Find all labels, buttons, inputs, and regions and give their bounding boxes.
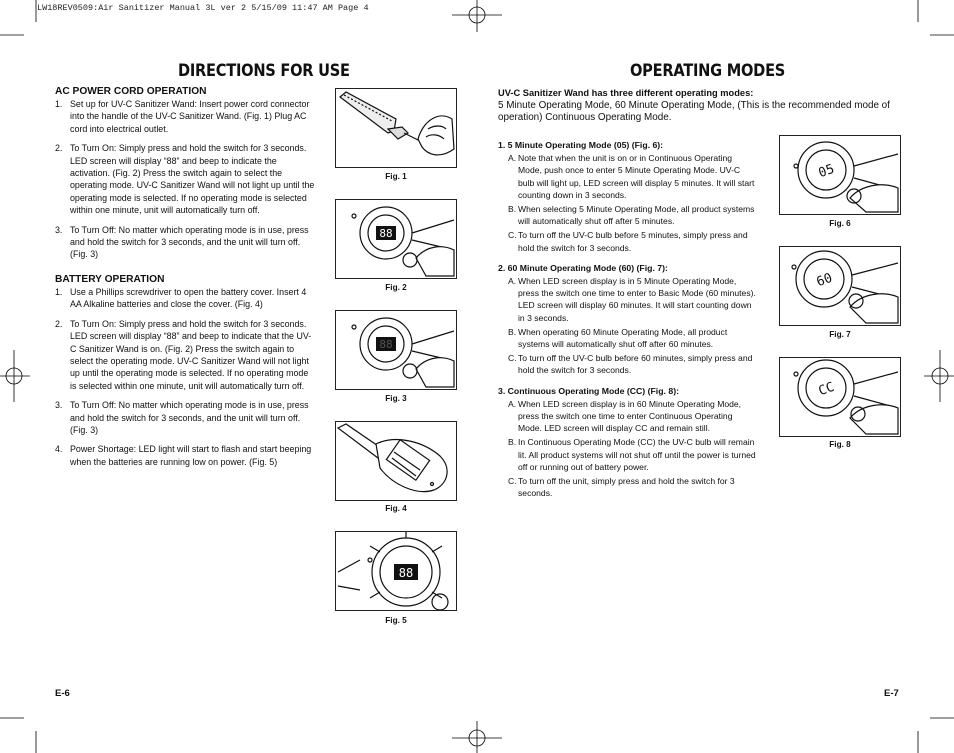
list-item: 2. To Turn On: Simply press and hold the switch for 3 seconds. LED screen will display “88” and beep to indicate the activation. (Fig. 2) Press the switch again to select the operating mode. UV-C Sanitizer Wand will not light up until the operating mode is selected. If no operating mode is selected within one minute, unit will automatically turn off. — [55, 143, 315, 216]
list-item: 2. To Turn On: Simply press and hold the switch for 3 seconds. LED screen will display “88” and beep to indicate that the UV-C Sanitizer Wand is on. (Fig. 2) Press the switch again to select the operating mode. UV-C Sanitizer Wand will not light up until the operating mode is selected. If no operating mode is selected within one minute, unit will automatically turn off. — [55, 318, 312, 391]
figure-3-caption: Fig. 3 — [385, 394, 407, 403]
battery-heading: BATTERY OPERATION — [55, 273, 165, 285]
figure-8-caption: Fig. 8 — [829, 440, 851, 449]
ac-power-list — [55, 98, 317, 261]
figure-3-image — [335, 310, 457, 390]
figure-5-image — [335, 531, 457, 611]
list-item: 1. Use a Phillips screwdriver to open the battery cover. Insert 4 AA Alkaline batteries and close the cover. (Fig. 4) — [55, 286, 307, 310]
list-item: B. When operating 60 Minute Operating Mode, all product systems will automatically shut off after 60 minutes. — [508, 326, 728, 350]
led-display: 05 — [816, 161, 837, 182]
list-item: C. To turn off the UV-C bulb before 5 minutes, simply press and hold the switch for 3 seconds. — [508, 230, 748, 253]
page-title-operating-modes: OPERATING MODES — [630, 61, 786, 81]
page-number-left: E-6 — [55, 688, 70, 699]
mode-heading: 1. 5 Minute Operating Mode (05) (Fig. 6): — [498, 140, 664, 150]
figure-2-image — [335, 199, 457, 279]
figure-1-image — [335, 88, 457, 168]
list-item: C. To turn off the unit, simply press and hold the switch for 3 seconds. — [508, 476, 735, 499]
mode-heading: 2. 60 Minute Operating Mode (60) (Fig. 7): — [498, 262, 668, 273]
ac-power-heading: AC POWER CORD OPERATION — [55, 86, 207, 97]
battery-list — [55, 286, 317, 468]
mode-heading: 3. Continuous Operating Mode (CC) (Fig. 8): — [498, 385, 679, 396]
list-item: 3. To Turn Off: No matter which operating mode is in use, press and hold the switch for 3 seconds, and the unit will turn off. (Fig. 3) — [55, 400, 309, 435]
list-item: 3. To Turn Off: No matter which operating mode is in use, press and hold the switch for 3 seconds, and the unit will turn off. (Fig. 3) — [55, 224, 309, 260]
figure-6-caption: Fig. 6 — [829, 219, 851, 228]
list-item: B. In Continuous Operating Mode (CC) the UV-C bulb will remain lit. All product systems will not shut off until the power is turned off or running out of battery power. — [508, 437, 756, 472]
led-display: 88 — [398, 566, 414, 580]
figure-2-caption: Fig. 2 — [385, 283, 407, 292]
print-slug: LW18REV0509:Air Sanitizer Manual 3L ver 2 5/15/09 11:47 AM Page 4 — [37, 3, 369, 13]
page-title-directions: DIRECTIONS FOR USE — [178, 61, 350, 81]
figure-4-image — [335, 421, 457, 501]
page-number-right: E-7 — [884, 688, 899, 699]
led-display: 88 — [379, 338, 393, 351]
figure-6-image — [779, 135, 901, 215]
intro-heading: UV-C Sanitizer Wand has three different operating modes: — [498, 88, 754, 98]
led-display: CC — [816, 379, 837, 400]
figure-7-caption: Fig. 7 — [829, 330, 851, 339]
figure-1-caption: Fig. 1 — [385, 172, 407, 181]
list-item: A. When LED screen display is in 60 Minute Operating Mode, press the switch one time to enter Continuous Operating Mode. LED screen will display CC and remain still. — [508, 398, 742, 434]
led-display: 60 — [814, 270, 835, 291]
list-item: B. When selecting 5 Minute Operating Mode, all product systems will automatically shut off after 5 minutes. — [508, 204, 755, 227]
modes-column — [498, 131, 756, 501]
figure-4-caption: Fig. 4 — [385, 504, 407, 513]
figure-5-caption: Fig. 5 — [385, 616, 407, 625]
list-item: A. Note that when the unit is on or in Continuous Operating Mode, push once to enter 5 Minute Operating Mode. UV-C bulb will light up, LED screen will display 5 minutes. It will start counting down in 3 seconds. — [508, 153, 755, 200]
intro-text: 5 Minute Operating Mode, 60 Minute Operating Mode, (This is the recommended mode of operation) Continuous Operating Mode. — [498, 99, 890, 124]
intro-block — [498, 87, 898, 125]
list-item: 4. Power Shortage: LED light will start to flash and start beeping when the batteries are running low on power. (Fig. 5) — [55, 444, 312, 467]
figure-8-image — [779, 357, 901, 437]
directions-column — [55, 86, 317, 475]
list-item: A. When LED screen display is in 5 Minute Operating Mode, press the switch one time to enter to Basic Mode (60 minutes). LED screen will display 60 minutes. It will start counting down in 3 seconds. — [508, 276, 756, 323]
figure-7-image — [779, 246, 901, 326]
list-item: C. To turn off the UV-C bulb before 60 minutes, simply press and hold the switch for 3 seconds. — [508, 353, 753, 376]
led-display: 88 — [379, 227, 393, 240]
list-item: 1. Set up for UV-C Sanitizer Wand: Insert power cord connector into the handle of the UV-C Sanitizer Wand. (Fig. 1) Plug AC cord into electrical outlet. — [55, 99, 310, 134]
